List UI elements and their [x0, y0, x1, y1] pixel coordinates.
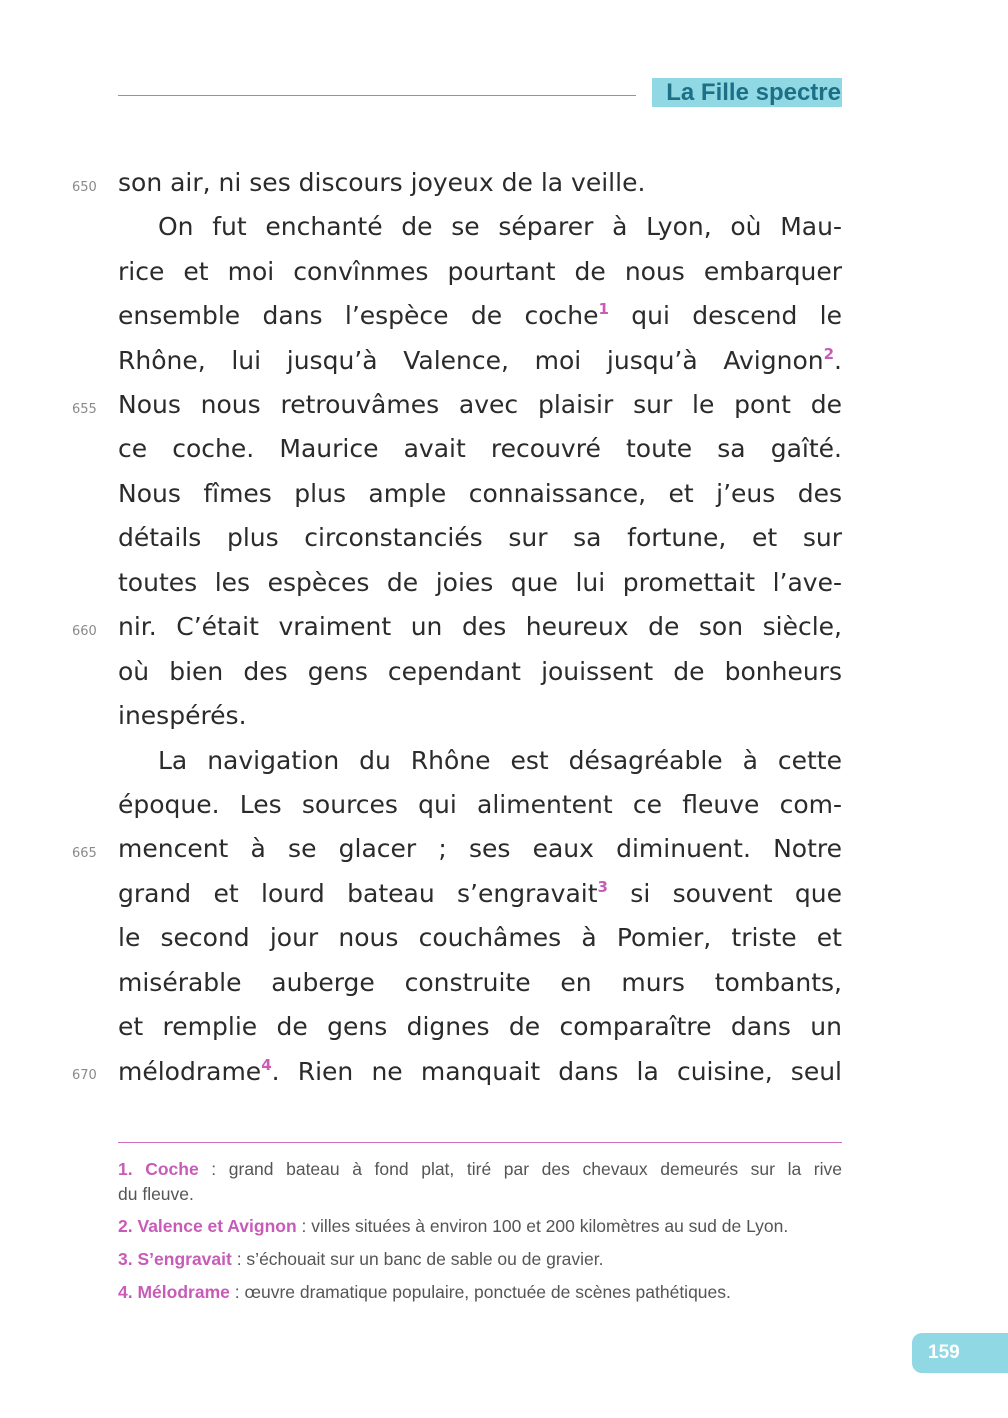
text-line: époque. Les sources qui alimentent ce fleuve com- [118, 790, 842, 819]
footnote-marker-2[interactable]: 2 [823, 345, 835, 363]
footnote-text: : œuvre dramatique populaire, ponctuée de scènes pathétiques. [229, 1282, 731, 1302]
footnote-marker-4[interactable]: 4 [261, 1056, 272, 1074]
page-number-tab [912, 1333, 1008, 1373]
text-line: son air, ni ses discours joyeux de la veille. [118, 168, 646, 197]
footnote-term: Mélodrame [137, 1282, 230, 1302]
header-rule [118, 95, 636, 96]
footnote-term: Valence et Avignon [137, 1216, 297, 1236]
text-line: et remplie de gens dignes de comparaître dans un [118, 1012, 842, 1041]
text-line: grand et lourd bateau s’engravait$^3$ si souvent que [118, 878, 842, 908]
text-line: Nous nous retrouvâmes avec plaisir sur le pont de [118, 390, 842, 419]
footnote-text: du fleuve. [118, 1184, 194, 1204]
text-line: le second jour nous couchâmes à Pomier, triste et [118, 923, 842, 952]
footnote-term: S’engravait [137, 1249, 232, 1269]
footnote-2 [118, 1214, 842, 1239]
footnote-rule [118, 1142, 842, 1143]
footnote-text: : grand bateau à fond plat, tiré par des chevaux demeurés sur la rive [198, 1159, 842, 1179]
text-line: ce coche. Maurice avait recouvré toute sa gaîté. [118, 434, 842, 463]
footnote-number: 4. [118, 1282, 133, 1302]
footnote-text: : villes situées à environ 100 et 200 kilomètres au sud de Lyon. [296, 1216, 789, 1236]
footnote-4 [118, 1280, 842, 1305]
text-line: mencent à se glacer ; ses eaux diminuent. Notre [118, 834, 842, 863]
footnote-number: 1. [118, 1159, 133, 1179]
text-line: On fut enchanté de se séparer à Lyon, où Mau- [158, 212, 842, 241]
footnote-marker-1[interactable]: 1 [598, 300, 609, 318]
footnote-number: 2. [118, 1216, 133, 1236]
footnote-number: 3. [118, 1249, 133, 1269]
footnote-text: : s’échouait sur un banc de sable ou de gravier. [231, 1249, 604, 1269]
line-number-665: 665 [72, 846, 97, 861]
footnote-3 [118, 1247, 842, 1272]
text-line: où bien des gens cependant jouissent de bonheurs [118, 657, 842, 686]
page-number: 159 [928, 1342, 960, 1363]
text-line: toutes les espèces de joies que lui promettait l’ave- [118, 568, 842, 597]
text-line: inespérés. [118, 701, 247, 730]
text-line: détails plus circonstanciés sur sa fortune, et sur [118, 523, 842, 552]
text-line: Nous fîmes plus ample connaissance, et j’eus des [118, 479, 842, 508]
text-line: nir. C’était vraiment un des heureux de son siècle, [118, 612, 842, 641]
text-line: ensemble dans l’espèce de coche$^1$ qui descend le [118, 300, 842, 330]
footnote-1 [118, 1157, 842, 1207]
text-line: mélodrame$^4$. Rien ne manquait dans la cuisine, seul [118, 1056, 842, 1086]
line-number-670: 670 [72, 1068, 97, 1083]
footnote-term: Coche [145, 1159, 199, 1179]
text-line: La navigation du Rhône est désagréable à cette [158, 746, 842, 775]
running-title: La Fille spectre [652, 78, 842, 107]
text-line: misérable auberge construite en murs tombants, [118, 968, 842, 997]
line-number-655: 655 [72, 402, 97, 417]
line-number-650: 650 [72, 180, 97, 195]
line-number-660: 660 [72, 624, 97, 639]
footnote-marker-3[interactable]: 3 [597, 878, 608, 896]
text-line: Rhône, lui jusqu’à Valence, moi jusqu’à Avignon$^2$. [118, 345, 842, 375]
text-line: rice et moi convînmes pourtant de nous embarquer [118, 257, 842, 286]
